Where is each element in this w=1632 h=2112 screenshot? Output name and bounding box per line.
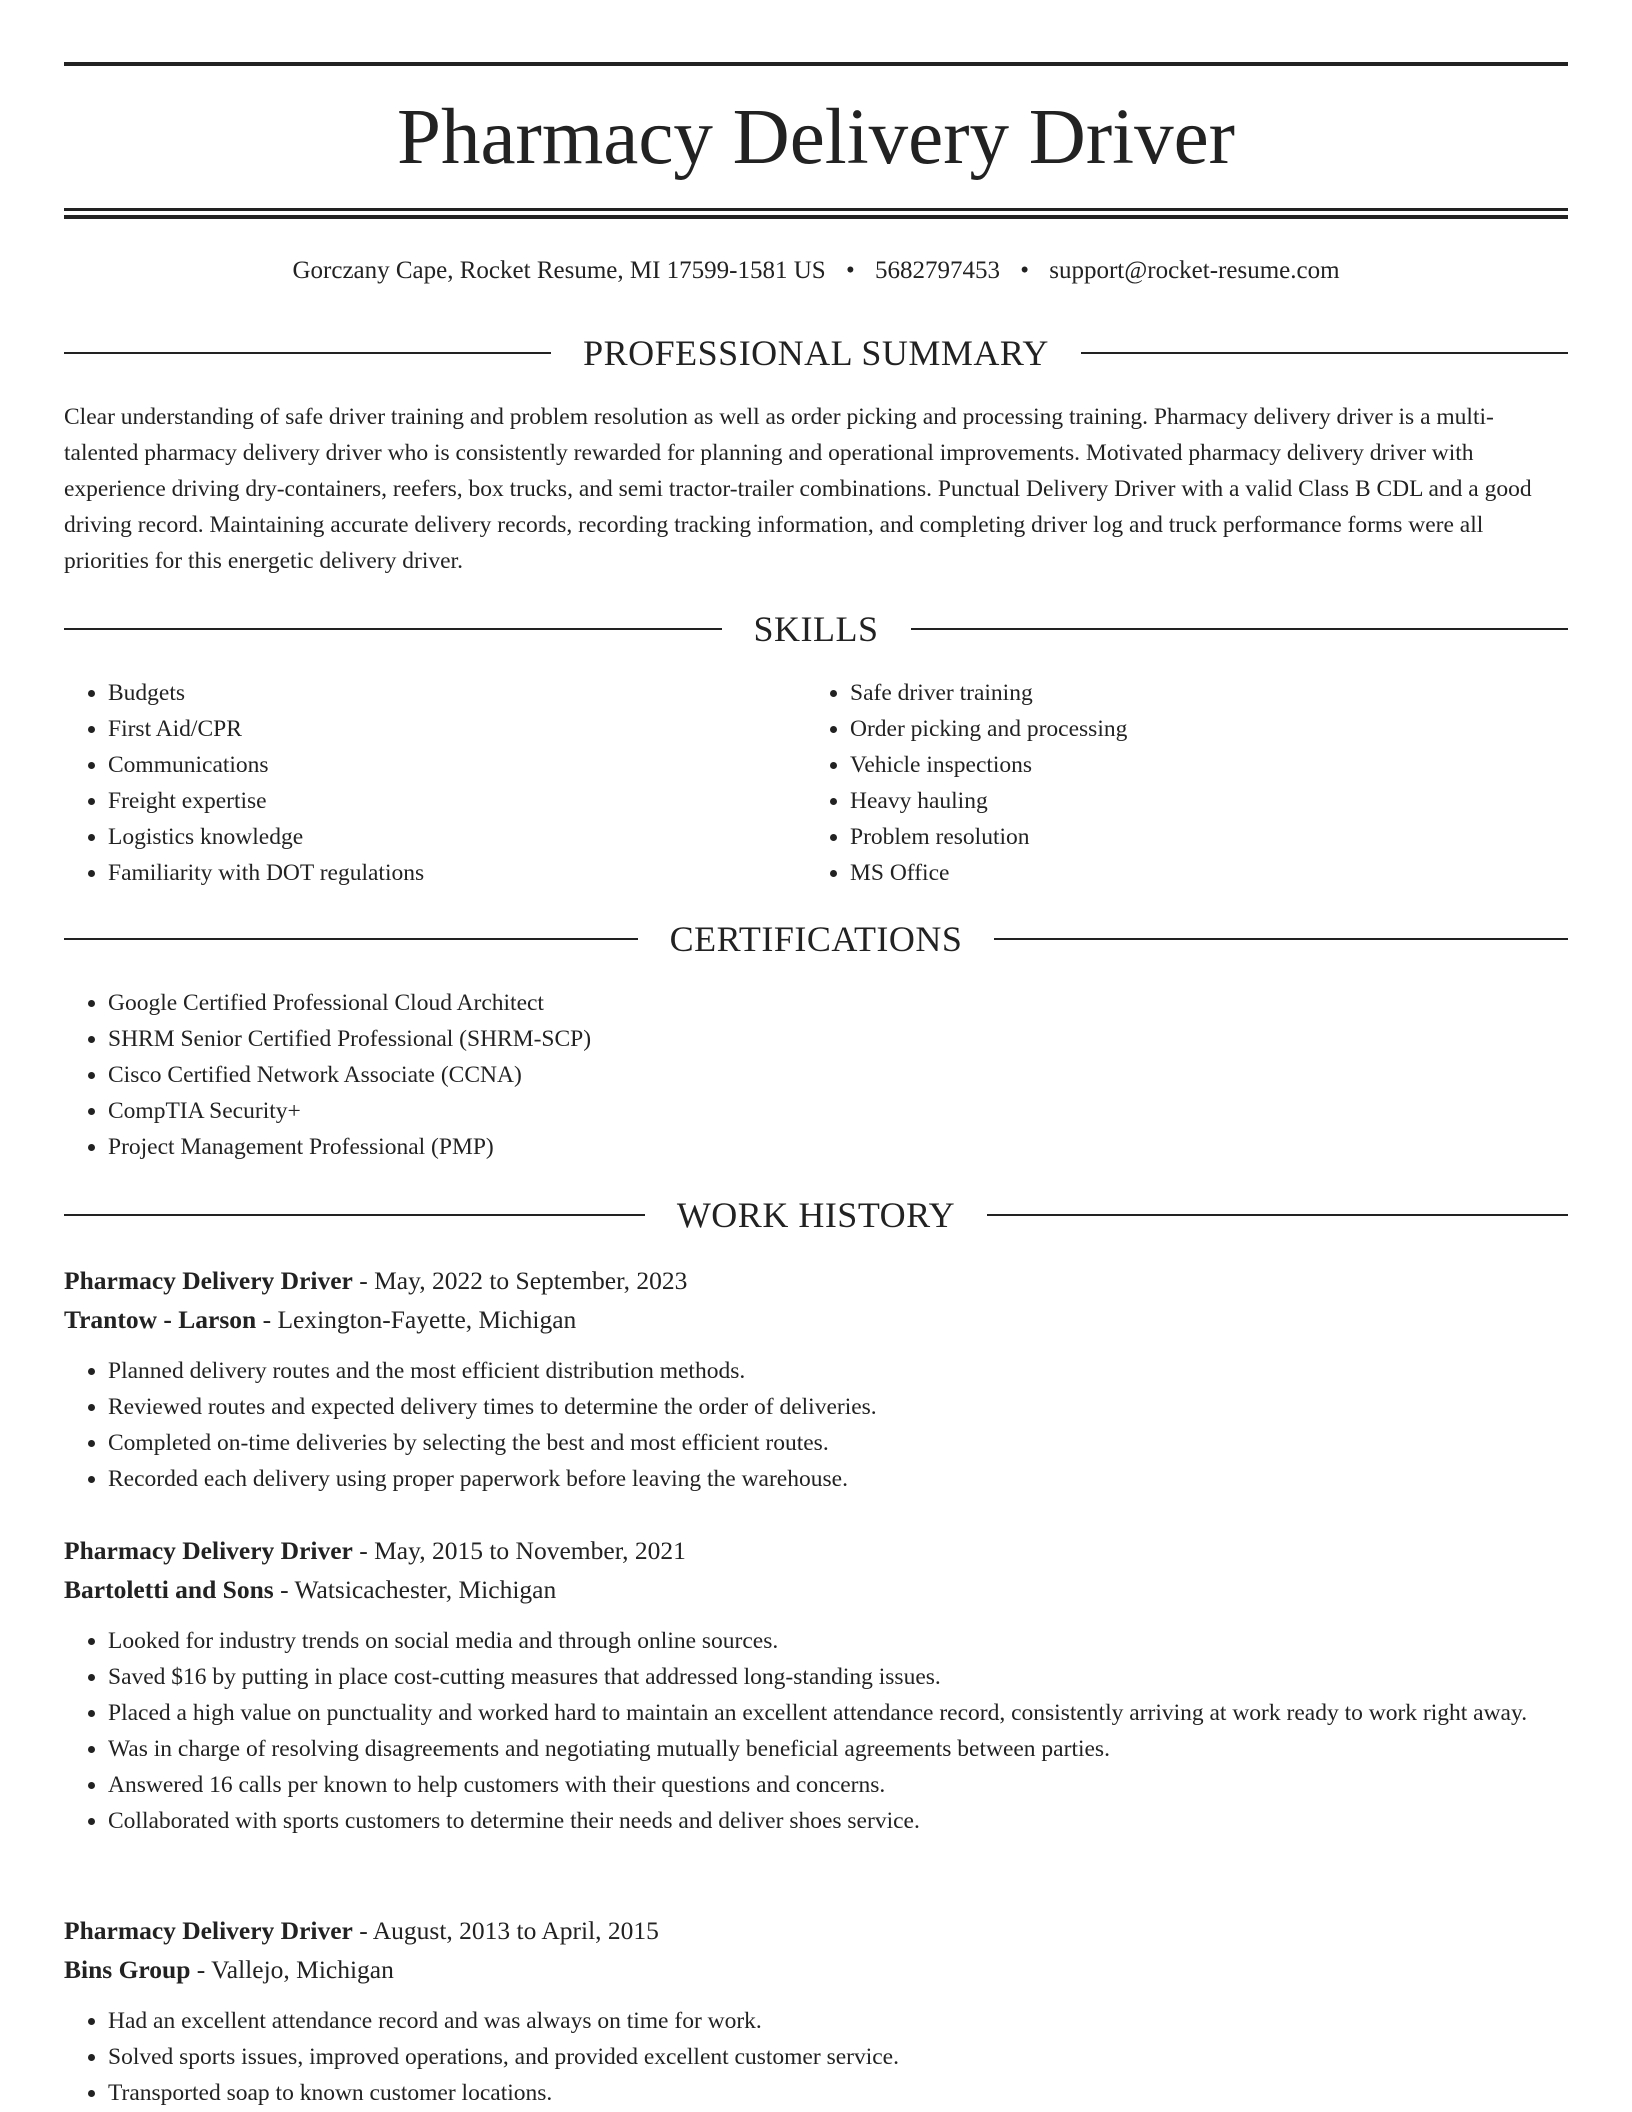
contact-line: [64, 253, 1568, 289]
header-top-rule: [64, 62, 1568, 66]
skill-item: • MS Office: [850, 855, 1548, 891]
job-entry: [64, 1261, 1568, 1497]
job-dates: - May, 2022 to September, 2023: [352, 1266, 688, 1295]
job-bullet-item: • Placed a high value on punctuality and worked hard to maintain an excellent attendance record, consistently arriving at work ready to work right away.: [108, 1695, 1568, 1731]
job-bullet-item: • Looked for industry trends on social media and through online sources.: [108, 1623, 1568, 1659]
header-double-rule-lower: [64, 215, 1568, 219]
job-company-line: [64, 1570, 1568, 1609]
certifications-section-heading: [64, 917, 1568, 961]
job-bullets: [64, 2003, 1568, 2111]
job-bullet-item: • Had an excellent attendance record and was always on time for work.: [108, 2003, 1568, 2039]
heading-rule-left: [64, 628, 722, 630]
heading-rule-left: [64, 1214, 645, 1216]
skills-column-left: [64, 675, 806, 891]
heading-rule-right: [911, 628, 1569, 630]
certifications-block: [64, 985, 1568, 1165]
skills-left-list: [64, 675, 806, 891]
skill-item: • Safe driver training: [850, 675, 1548, 711]
job-bullet-item: • Solved sports issues, improved operations, and provided excellent customer service.: [108, 2039, 1568, 2075]
job-role: Pharmacy Delivery Driver: [64, 1266, 353, 1295]
skill-item: • Communications: [108, 747, 806, 783]
summary-section-heading: [64, 331, 1568, 375]
job-title-line: [64, 1911, 1568, 1950]
job-bullet-item: • Was in charge of resolving disagreements and negotiating mutually beneficial agreements between parties.: [108, 1731, 1568, 1767]
job-dates: - May, 2015 to November, 2021: [352, 1536, 686, 1565]
skills-section-heading: [64, 607, 1568, 651]
skill-item: • Logistics knowledge: [108, 819, 806, 855]
heading-rule-right: [994, 938, 1568, 940]
certification-item: • CompTIA Security+: [108, 1093, 1568, 1129]
candidate-name: Pharmacy Delivery Driver: [397, 94, 1235, 181]
skills-title: SKILLS: [753, 609, 879, 649]
job-entry: [64, 1531, 1568, 1839]
job-company-line: [64, 1950, 1568, 1989]
job-bullet-item: • Transported soap to known customer locations.: [108, 2075, 1568, 2111]
job-company: Bartoletti and Sons: [64, 1575, 274, 1604]
job-dates: - August, 2013 to April, 2015: [352, 1916, 659, 1945]
skills-right-list: [806, 675, 1548, 891]
job-bullets: [64, 1353, 1568, 1497]
skill-item: • Budgets: [108, 675, 806, 711]
heading-rule-left: [64, 938, 638, 940]
job-role: Pharmacy Delivery Driver: [64, 1536, 353, 1565]
summary-title: PROFESSIONAL SUMMARY: [583, 333, 1049, 373]
job-role: Pharmacy Delivery Driver: [64, 1916, 353, 1945]
skill-item: • Heavy hauling: [850, 783, 1548, 819]
work-history-section-heading: [64, 1193, 1568, 1237]
heading-rule-left: [64, 352, 551, 354]
skills-column-right: [806, 675, 1548, 891]
skill-item: • Problem resolution: [850, 819, 1548, 855]
job-location: - Lexington-Fayette, Michigan: [256, 1305, 577, 1334]
work-history-title: WORK HISTORY: [676, 1195, 956, 1235]
heading-rule-right: [1081, 352, 1568, 354]
job-title-line: [64, 1261, 1568, 1300]
certifications-list: [64, 985, 1568, 1165]
job-location: - Vallejo, Michigan: [190, 1955, 394, 1984]
contact-phone: 5682797453: [874, 257, 1000, 284]
job-bullet-item: • Reviewed routes and expected delivery times to determine the order of deliveries.: [108, 1389, 1568, 1425]
job-bullet-item: • Planned delivery routes and the most efficient distribution methods.: [108, 1353, 1568, 1389]
certification-item: • Google Certified Professional Cloud Architect: [108, 985, 1568, 1021]
contact-email: support@rocket-resume.com: [1049, 257, 1340, 284]
heading-rule-right: [987, 1214, 1568, 1216]
skill-item: • Familiarity with DOT regulations: [108, 855, 806, 891]
skill-item: • Freight expertise: [108, 783, 806, 819]
job-bullet-item: • Recorded each delivery using proper paperwork before leaving the warehouse.: [108, 1461, 1568, 1497]
job-bullet-item: • Completed on-time deliveries by selecting the best and most efficient routes.: [108, 1425, 1568, 1461]
job-company: Trantow - Larson: [64, 1305, 257, 1334]
job-location: - Watsicachester, Michigan: [273, 1575, 557, 1604]
summary-text: Clear understanding of safe driver training and problem resolution as well as order picking and processing training. Pharmacy delivery driver is a multi-talented pharmacy delivery driver who is consistently rewarded for planning and operational improvements. Motivated pharmacy delivery driver with experience driving dry-containers, reefers, box trucks, and semi tractor-trailer combinations. Punctual Delivery Driver with a valid Class B CDL and a good driving record. Maintaining accurate delivery records, recording tracking information, and completing driver log and truck performance forms were all priorities for this energetic delivery driver.: [64, 404, 1532, 574]
certification-item: • Cisco Certified Network Associate (CCNA): [108, 1057, 1568, 1093]
job-bullet-item: • Answered 16 calls per known to help customers with their questions and concerns.: [108, 1767, 1568, 1803]
certification-item: • Project Management Professional (PMP): [108, 1129, 1568, 1165]
header-double-rule-upper: [64, 208, 1568, 211]
certifications-title: CERTIFICATIONS: [669, 919, 963, 959]
certification-item: • SHRM Senior Certified Professional (SHRM-SCP): [108, 1021, 1568, 1057]
contact-separator: •: [845, 257, 855, 284]
job-bullet-item: • Collaborated with sports customers to determine their needs and deliver shoes service.: [108, 1803, 1568, 1839]
contact-separator: •: [1020, 257, 1029, 284]
job-entry: [64, 1911, 1568, 2111]
job-title-line: [64, 1531, 1568, 1570]
skill-item: • Order picking and processing: [850, 711, 1548, 747]
contact-address: Gorczany Cape, Rocket Resume, MI 17599-1581 US: [292, 257, 826, 284]
skills-list: [64, 675, 1568, 891]
job-bullet-item: • Saved $16 by putting in place cost-cutting measures that addressed long-standing issues.: [108, 1659, 1568, 1695]
skill-item: • Vehicle inspections: [850, 747, 1548, 783]
skill-item: • First Aid/CPR: [108, 711, 806, 747]
job-bullets: [64, 1623, 1568, 1839]
job-company: Bins Group: [64, 1955, 191, 1984]
job-company-line: [64, 1300, 1568, 1339]
